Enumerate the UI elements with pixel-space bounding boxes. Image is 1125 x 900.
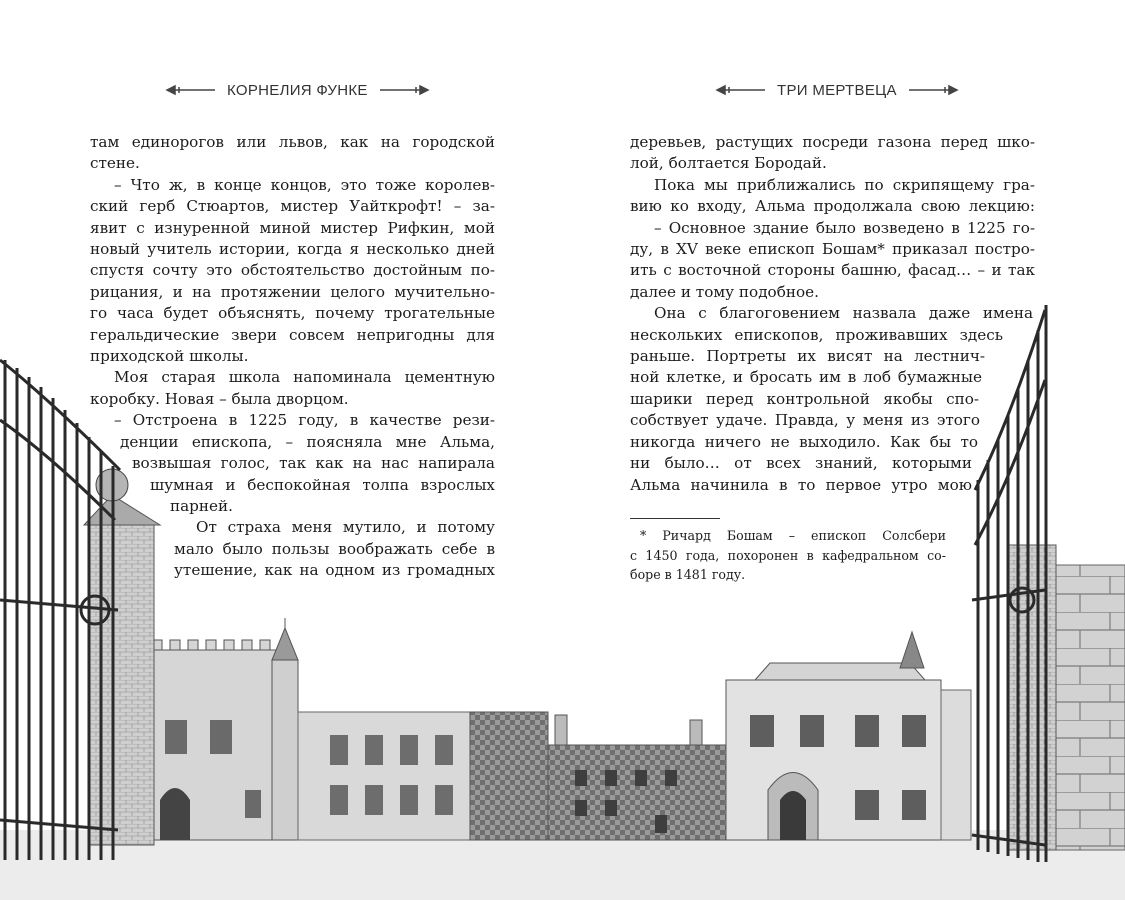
text-line: далее и тому подобное. [630, 282, 819, 301]
footnote-line: с 1450 года, похоронен в кафедральном со- [630, 547, 946, 563]
text-line: – Основное здание было возведено в 1225 го- [654, 218, 1035, 237]
text-line: – Отстроена в 1225 году, в качестве рези- [114, 411, 495, 430]
text-line: Альма начинила в то первое утро мою [630, 475, 972, 494]
text-line: От страха меня мутило, и потому [196, 518, 495, 537]
text-line: вию ко входу, Альма продолжала свою лекцию: [630, 197, 1035, 216]
text-line: явит с изнуренной миной мистер Рифкин, мой [90, 218, 495, 237]
left-page-text [90, 132, 495, 582]
text-line: Она с благоговением назвала даже имена [654, 304, 1033, 323]
text-line: спустя сочту это обстоятельство достойным по- [90, 261, 495, 280]
right-ornament-icon [907, 84, 959, 96]
text-line: шумная и беспокойная толпа взрослых [150, 475, 495, 494]
text-line: геральдические звери совсем непригодны для [90, 325, 495, 344]
right-stone-wall [1050, 565, 1125, 850]
text-line: приходской школы. [90, 347, 249, 366]
text-line: утешение, как на одном из громадных [174, 561, 495, 580]
text-line: ить с восточной стороны башню, фасад… – и так [630, 261, 1035, 280]
left-tower [272, 618, 298, 840]
text-line: ни было… от всех знаний, которыми [630, 454, 972, 473]
left-ornament-icon [715, 84, 767, 96]
right-ornament-icon [378, 84, 430, 96]
footnote-line: * Ричард Бошам – епископ Солсбери [640, 528, 946, 543]
footnote-rule [630, 518, 720, 519]
left-wing-building [150, 640, 280, 840]
text-line: рицания, и на протяжении целого мучительно- [90, 282, 495, 301]
left-running-head [165, 78, 430, 102]
text-line: ский герб Стюартов, мистер Уайткрофт! – за- [90, 197, 495, 216]
right-running-head [715, 78, 959, 102]
text-line: стене. [90, 154, 140, 173]
text-line: коробку. Новая – была дворцом. [90, 389, 349, 408]
middle-building [298, 712, 548, 840]
text-line: там единорогов или львов, как на городской [90, 133, 495, 151]
text-line: нескольких епископов, проживавших здесь [630, 325, 1003, 344]
text-line: ду, в XV веке епископ Бошам* приказал постро- [630, 240, 1035, 259]
text-line: – Что ж, в конце концов, это тоже королев- [114, 175, 495, 194]
left-ornament-icon [165, 84, 217, 96]
text-line: возвышая голос, так как на нас напирала [132, 454, 495, 473]
right-page-text [630, 132, 1035, 496]
text-line: денции епископа, – поясняла мне Альма, [120, 432, 495, 451]
text-line: го часа будет объяснять, почему трогательные [90, 304, 495, 323]
text-line: раньше. Портреты их висят на лестнич- [630, 347, 985, 366]
author-name: КОРНЕЛИЯ ФУНКЕ [227, 81, 368, 99]
footnote-line: боре в 1481 году. [630, 567, 746, 582]
ground [0, 830, 1125, 900]
footnote [630, 526, 946, 585]
book-title: ТРИ МЕРТВЕЦА [777, 81, 897, 99]
text-line: парней. [170, 496, 233, 515]
text-line: лой, болтается Бородай. [630, 154, 827, 173]
right-main-building [726, 632, 971, 840]
text-line: деревьев, растущих посреди газона перед шко- [630, 133, 1035, 151]
text-line: ной клетке, и бросать им в лоб бумажные [630, 368, 982, 387]
text-line: собствует удаче. Правда, у меня из этого [630, 411, 980, 430]
text-line: никогда ничего не выходило. Как бы то [630, 432, 978, 451]
right-gate-pillar [1008, 545, 1056, 850]
back-range [548, 715, 728, 840]
text-line: новый учитель истории, когда я несколько дней [90, 240, 495, 259]
text-line: шарики перед контрольной якобы спо- [630, 389, 979, 408]
text-line: мало было пользы воображать себе в [174, 539, 495, 558]
text-line: Пока мы приближались по скрипящему гра- [654, 175, 1035, 194]
text-line: Моя старая школа напоминала цементную [114, 368, 495, 387]
